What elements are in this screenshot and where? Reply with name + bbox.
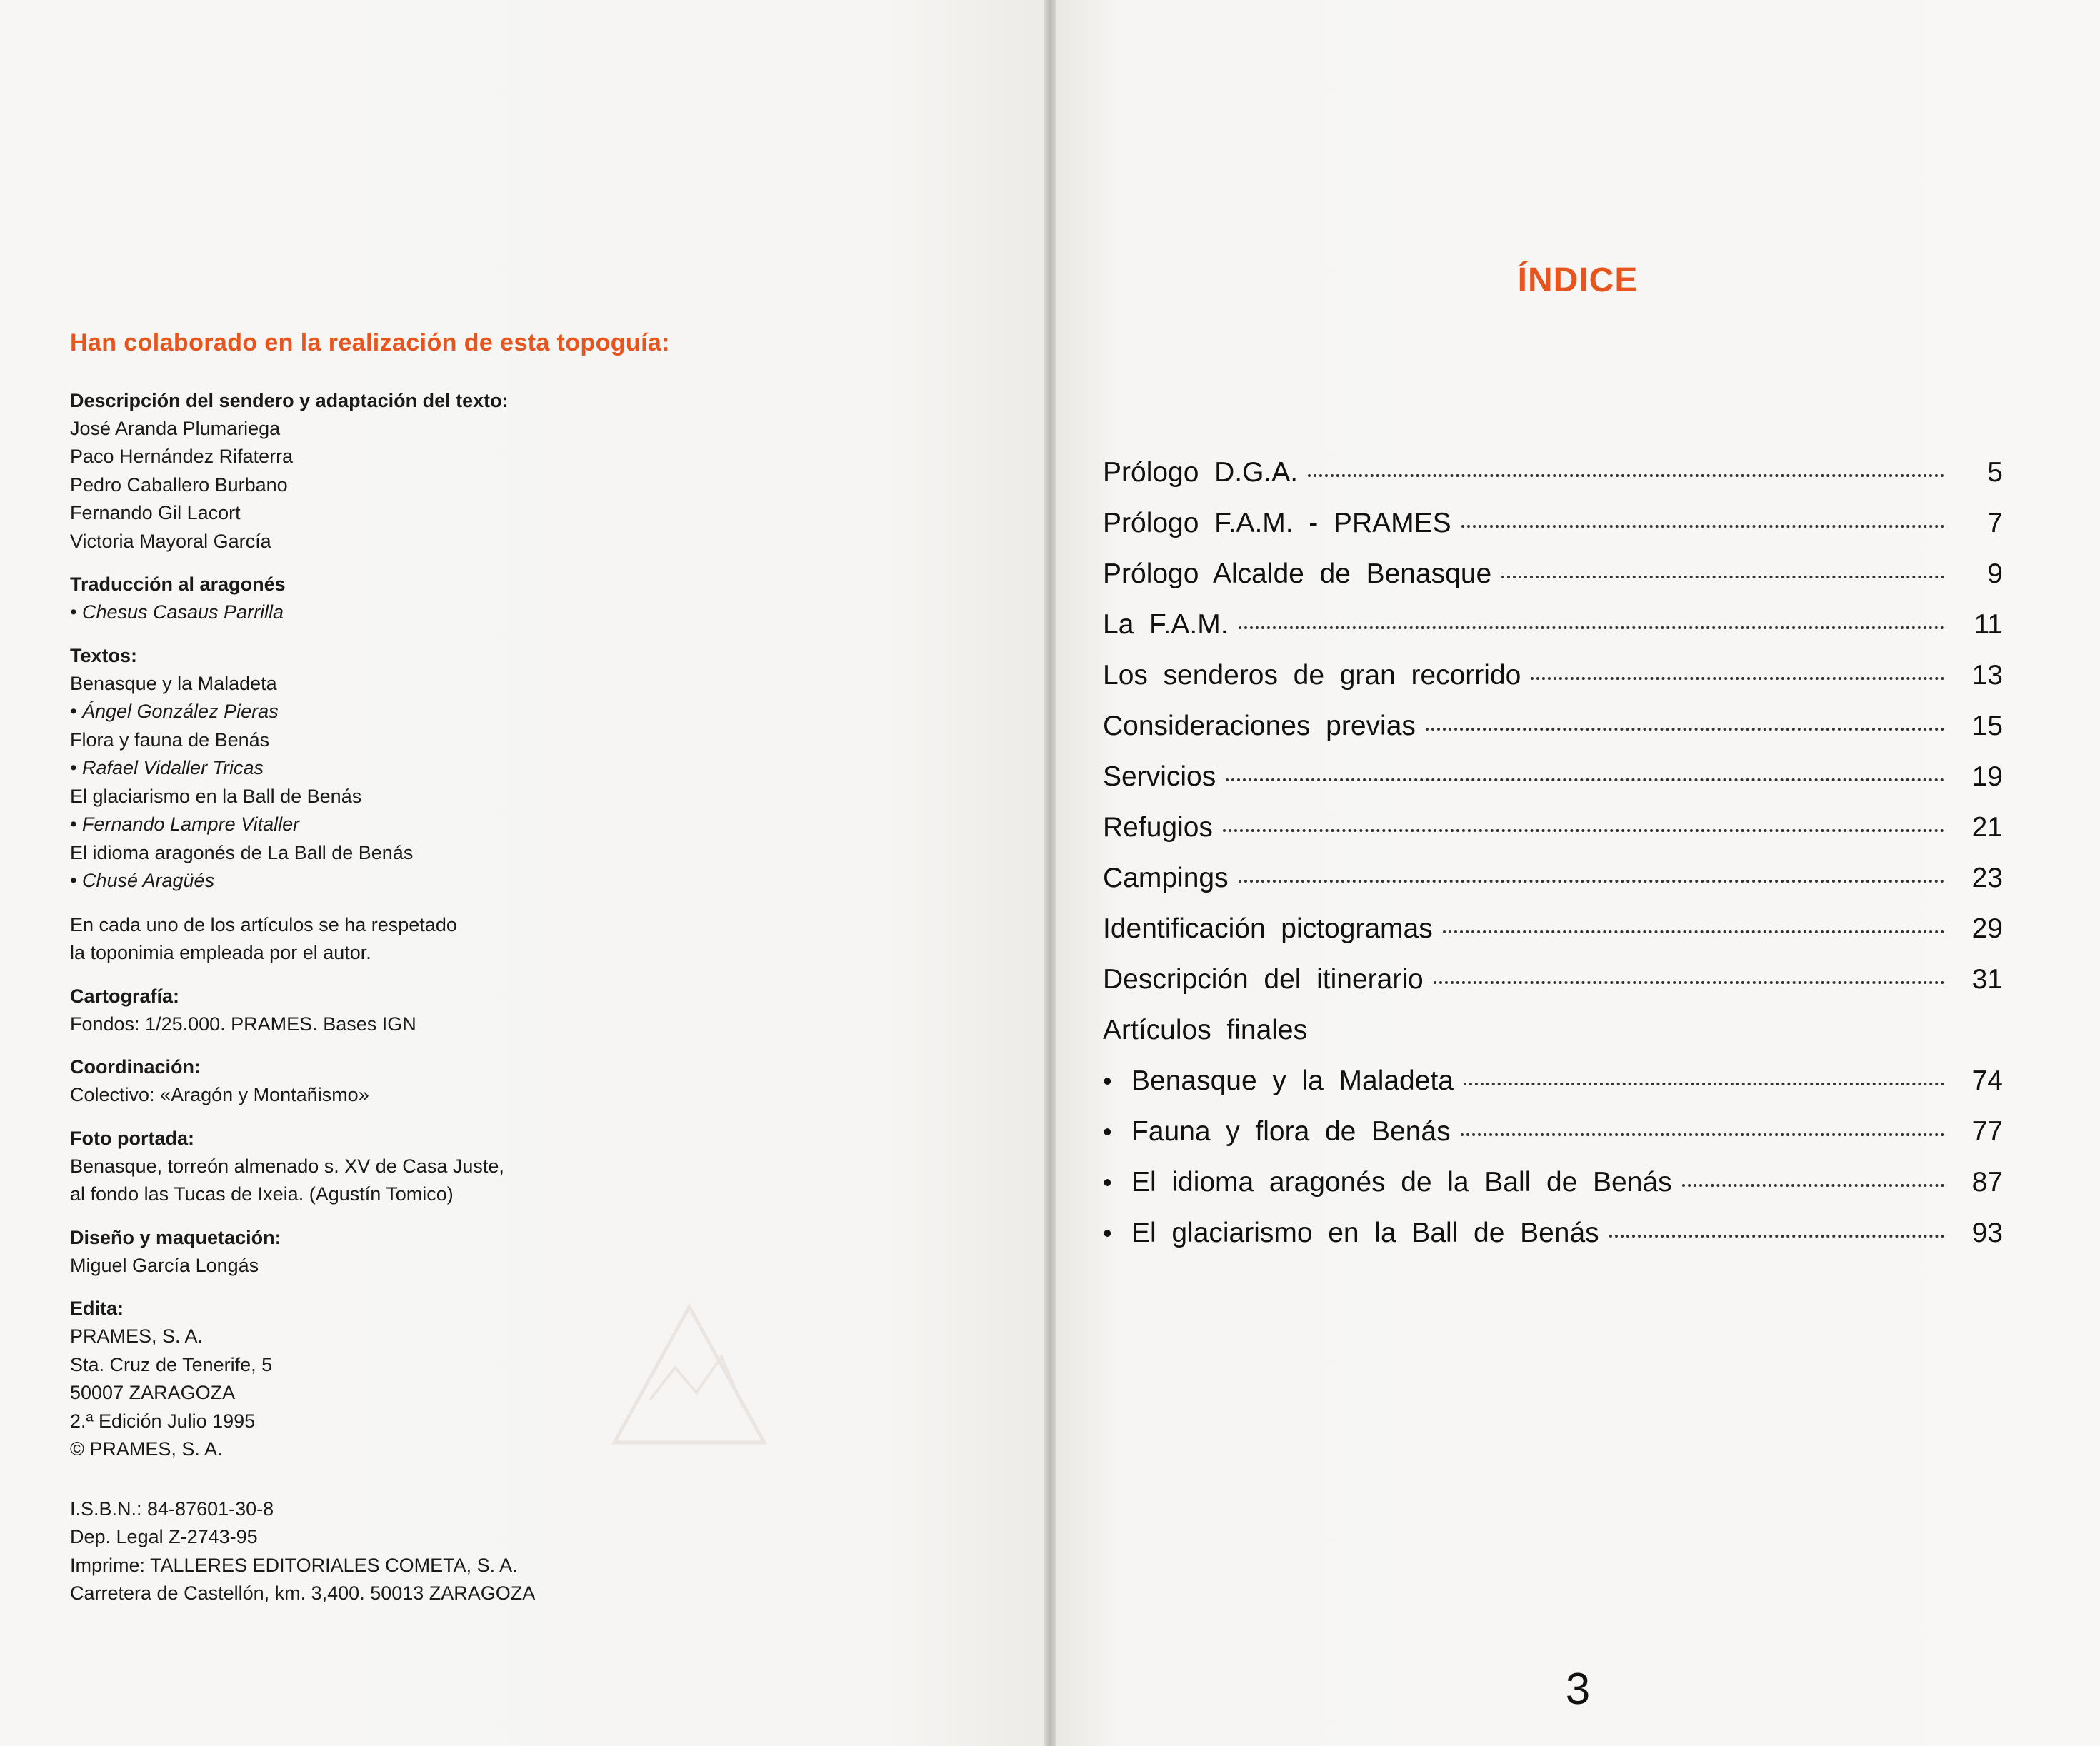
toc-entry-page: 13: [1971, 660, 2003, 691]
bullet-icon: •: [1103, 1218, 1112, 1248]
note-line: la toponimia empleada por el autor.: [70, 942, 371, 964]
toc-entry-label: Los senderos de gran recorrido: [1103, 660, 1521, 691]
section-line: Flora y fauna de Benás: [70, 728, 270, 751]
toc-leader-dots: [1239, 880, 1944, 883]
credits-section: [70, 386, 927, 556]
section-line: • Chesus Casaus Parrilla: [70, 601, 284, 623]
left-page: [0, 0, 1044, 1746]
toc-entry-page: 19: [1971, 761, 2003, 792]
printer-line: Imprime: TALLERES EDITORIALES COMETA, S. A.: [70, 1554, 518, 1576]
toc-leader-dots: [1531, 677, 1944, 680]
toc-entry-page: 29: [1971, 913, 2003, 944]
toc-entry-label: El idioma aragonés de la Ball de Benás: [1131, 1167, 1672, 1198]
toponymy-note: [70, 911, 927, 968]
toc-entry: [1103, 913, 2003, 964]
section-line: Fondos: 1/25.000. PRAMES. Bases IGN: [70, 1013, 416, 1035]
toc-entry: [1103, 1167, 2003, 1218]
toc-leader-dots: [1308, 474, 1944, 477]
section-title: Foto portada:: [70, 1127, 194, 1149]
credits-section: [70, 570, 927, 627]
section-title: Edita:: [70, 1298, 124, 1320]
section-title: Diseño y maquetación:: [70, 1226, 281, 1248]
toc-leader-dots: [1434, 981, 1944, 984]
credits-section: [70, 982, 927, 1039]
toc-entry-page: 15: [1971, 711, 2003, 741]
index-title: ÍNDICE: [1517, 261, 1639, 299]
toc-entry: [1103, 812, 2003, 863]
toc-entry-page: 11: [1974, 609, 2003, 640]
credits-sections-after: [70, 982, 927, 1464]
section-line: © PRAMES, S. A.: [70, 1438, 223, 1460]
toc-leader-dots: [1461, 1133, 1944, 1136]
section-line: El glaciarismo en la Ball de Benás: [70, 785, 362, 807]
section-line: Paco Hernández Rifaterra: [70, 446, 294, 468]
section-line: El idioma aragonés de La Ball de Benás: [70, 841, 414, 863]
toc-entry: [1103, 1218, 2003, 1268]
toc-entry-page: 74: [1971, 1065, 2003, 1096]
toc-entry-page: 31: [1971, 964, 2003, 995]
toc-entry-label: El glaciarismo en la Ball de Benás: [1131, 1218, 1599, 1248]
toc-leader-dots: [1461, 525, 1944, 528]
book-gutter: [1044, 0, 1056, 1746]
right-page: [1056, 0, 2100, 1746]
section-line: 2.ª Edición Julio 1995: [70, 1410, 256, 1432]
toc-entry: [1103, 1065, 2003, 1116]
credits-section: [70, 1124, 927, 1209]
toc-leader-dots: [1443, 930, 1944, 933]
toc-entry-page: 9: [1987, 558, 2003, 589]
section-line: • Chusé Aragüés: [70, 870, 215, 892]
bullet-icon: •: [1103, 1117, 1112, 1146]
section-line: José Aranda Plumariega: [70, 417, 281, 439]
toc-leader-dots: [1223, 829, 1944, 832]
section-title: Coordinación:: [70, 1056, 201, 1078]
toc-leader-dots: [1239, 626, 1944, 629]
printer-address-line: Carretera de Castellón, km. 3,400. 50013 ZARAGOZA: [70, 1582, 536, 1605]
bullet-icon: •: [1103, 1168, 1112, 1197]
bullet-icon: •: [1103, 1066, 1112, 1095]
section-line: Colectivo: «Aragón y Montañismo»: [70, 1084, 369, 1106]
toc-entry: [1103, 1116, 2003, 1167]
toc-entry: [1103, 558, 2003, 609]
page-number: 3: [1565, 1665, 1591, 1714]
toc-entry-label: Descripción del itinerario: [1103, 964, 1424, 995]
toc-entry: [1103, 457, 2003, 508]
credits-heading: Han colaborado en la realización de esta topoguía:: [70, 329, 670, 356]
credits-sections: [70, 386, 927, 895]
toc-entry-page: 93: [1971, 1218, 2003, 1248]
toc-entry-label: Benasque y la Maladeta: [1131, 1065, 1454, 1096]
section-title: Cartografía:: [70, 985, 180, 1007]
section-line: Pedro Caballero Burbano: [70, 473, 288, 496]
toc-entry: [1103, 863, 2003, 913]
section-line: Miguel García Longás: [70, 1254, 259, 1276]
toc-entry: [1103, 711, 2003, 761]
section-line: al fondo las Tucas de Ixeia. (Agustín Tomico): [70, 1183, 454, 1205]
section-line: 50007 ZARAGOZA: [70, 1382, 236, 1404]
toc-entry: [1103, 609, 2003, 660]
toc-entry: [1103, 761, 2003, 812]
section-title: Descripción del sendero y adaptación del texto:: [70, 389, 509, 411]
section-line: • Rafael Vidaller Tricas: [70, 757, 264, 779]
section-title: Traducción al aragonés: [70, 573, 286, 596]
toc-entry-page: 21: [1971, 812, 2003, 843]
table-of-contents: [1103, 457, 2003, 1268]
section-line: PRAMES, S. A.: [70, 1325, 204, 1348]
toc-leader-dots: [1609, 1235, 1944, 1238]
credits-section: [70, 1294, 927, 1464]
credits-section: [70, 1053, 927, 1110]
section-line: • Ángel González Pieras: [70, 701, 279, 723]
toc-entry-label: Fauna y flora de Benás: [1131, 1116, 1451, 1147]
toc-entry-label: Campings: [1103, 863, 1229, 893]
toc-leader-dots: [1226, 778, 1944, 781]
toc-entry-page: 7: [1987, 508, 2003, 538]
toc-entry: [1103, 508, 2003, 558]
toc-entry-label: Identificación pictogramas: [1103, 913, 1433, 944]
toc-entry-label: Prólogo F.A.M. - PRAMES: [1103, 508, 1451, 538]
credits-block: [70, 328, 927, 1608]
toc-entry-page: 87: [1971, 1167, 2003, 1198]
section-line: • Fernando Lampre Vitaller: [70, 813, 300, 836]
toc-leader-dots: [1464, 1083, 1944, 1085]
toc-leader-dots: [1501, 576, 1944, 578]
section-line: Benasque, torreón almenado s. XV de Casa Juste,: [70, 1155, 504, 1177]
toc-leader-dots: [1682, 1184, 1944, 1187]
toc-entry-label: Refugios: [1103, 812, 1213, 843]
legal-deposit-line: Dep. Legal Z-2743-95: [70, 1526, 258, 1548]
section-title: Textos:: [70, 644, 138, 666]
toc-entry-label: La F.A.M.: [1103, 609, 1229, 640]
section-line: Fernando Gil Lacort: [70, 502, 241, 524]
isbn-line: I.S.B.N.: 84-87601-30-8: [70, 1497, 274, 1520]
toc-entry: [1103, 660, 2003, 711]
section-line: Sta. Cruz de Tenerife, 5: [70, 1353, 273, 1375]
toc-entry-page: 77: [1971, 1116, 2003, 1147]
toc-entry-label: Prólogo D.G.A.: [1103, 457, 1299, 488]
toc-entry: [1103, 964, 2003, 1015]
credits-section: [70, 641, 927, 895]
toc-entry-label: Servicios: [1103, 761, 1216, 792]
imprint-block: [70, 1495, 927, 1608]
toc-entry-page: 5: [1987, 457, 2003, 488]
toc-entry-label: Artículos finales: [1103, 1015, 1308, 1045]
toc-leader-dots: [1426, 728, 1944, 731]
note-line: En cada uno de los artículos se ha respetado: [70, 913, 457, 935]
section-line: Victoria Mayoral García: [70, 530, 271, 552]
toc-entry-page: 23: [1971, 863, 2003, 893]
toc-entry-label: Consideraciones previas: [1103, 711, 1416, 741]
credits-section: [70, 1223, 927, 1280]
toc-entry-label: Prólogo Alcalde de Benasque: [1103, 558, 1492, 589]
section-line: Benasque y la Maladeta: [70, 672, 277, 694]
toc-entry: [1103, 1015, 2003, 1065]
